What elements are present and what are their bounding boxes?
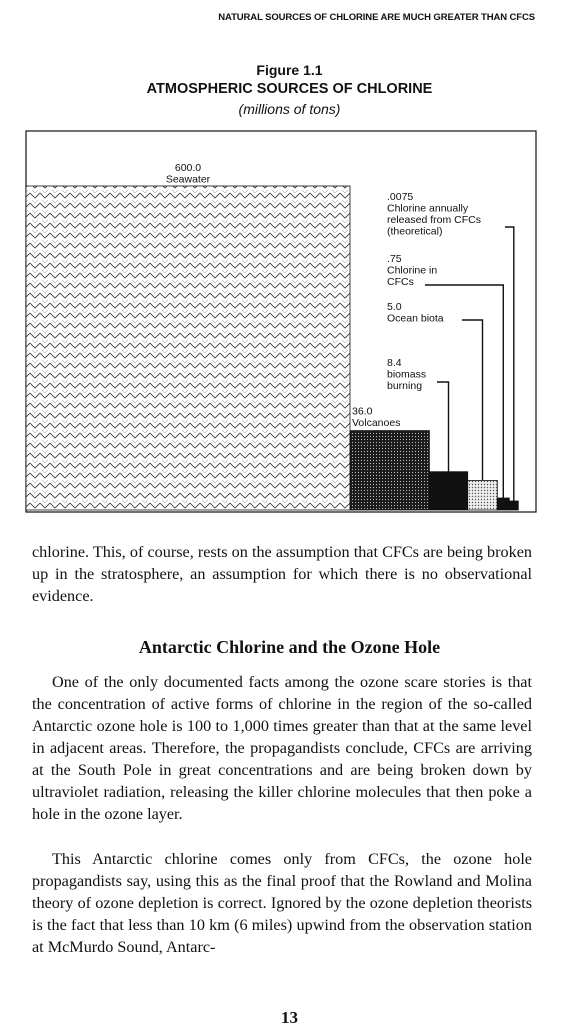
leader-line (462, 320, 483, 480)
bar-seawater (26, 186, 350, 510)
bar-volcanoes (350, 431, 429, 510)
bar-ocean-biota (468, 480, 498, 510)
figure-subtitle: (millions of tons) (238, 101, 341, 117)
figure-title: ATMOSPHERIC SOURCES OF CHLORINE (146, 81, 433, 97)
leader-line (505, 227, 514, 501)
label-ocean-biota: 5.0 Ocean biota (387, 301, 444, 325)
paragraph-antarctic-1: One of the only documented facts among the ozone scare stories is that the concentration of active forms of chlorine in the region of the so-called Antarctic ozone hole is 100 to 1,000 times greater than that at the same level in adjacent areas. Therefore, the propagandists conclude, CFCs are arriving at the South Pole in great concentrations and are being broken down by ultraviolet radiation, releasing the killer chlorine molecules that then poke a hole in the ozone layer. (32, 673, 532, 823)
leader-line (437, 382, 449, 472)
label-volcanoes: 36.0 Volcanoes (352, 405, 401, 430)
page-number: 13 (281, 1008, 298, 1027)
label-seawater: 600.0 Seawater (165, 162, 211, 186)
bar-biomass-burning (429, 472, 467, 510)
label-cfcs: .75 Chlorine in CFCs (387, 253, 438, 288)
label-biomass: 8.4 biomass burning (387, 357, 427, 392)
figure-label: Figure 1.1 (256, 62, 323, 78)
bar-chlorine-annually-released-from-cfcs-theoretical (509, 501, 518, 510)
bar-chlorine-in-cfcs (497, 498, 509, 510)
section-heading: Antarctic Chlorine and the Ozone Hole (138, 637, 441, 657)
paragraph-antarctic-2: This Antarctic chlorine comes only from CFCs, the ozone hole propagandists say, using this as the final proof that the Rowland and Molina theory of ozone depletion is correct. Ignored by the ozone depletion theorists is the fact that less than 10 km (6 miles) upwind from the observation station at McMurdo Sound, Antarc- (32, 850, 532, 956)
label-released-cfcs: .0075 Chlorine annually released from CFCs (theoretical) (387, 191, 481, 238)
running-head: NATURAL SOURCES OF CHLORINE ARE MUCH GREATER THAN CFCS (218, 12, 535, 23)
paragraph-continued: chlorine. This, of course, rests on the assumption that CFCs are being broken up in the stratosphere, an assumption for which there is no observational evidence. (32, 543, 532, 605)
